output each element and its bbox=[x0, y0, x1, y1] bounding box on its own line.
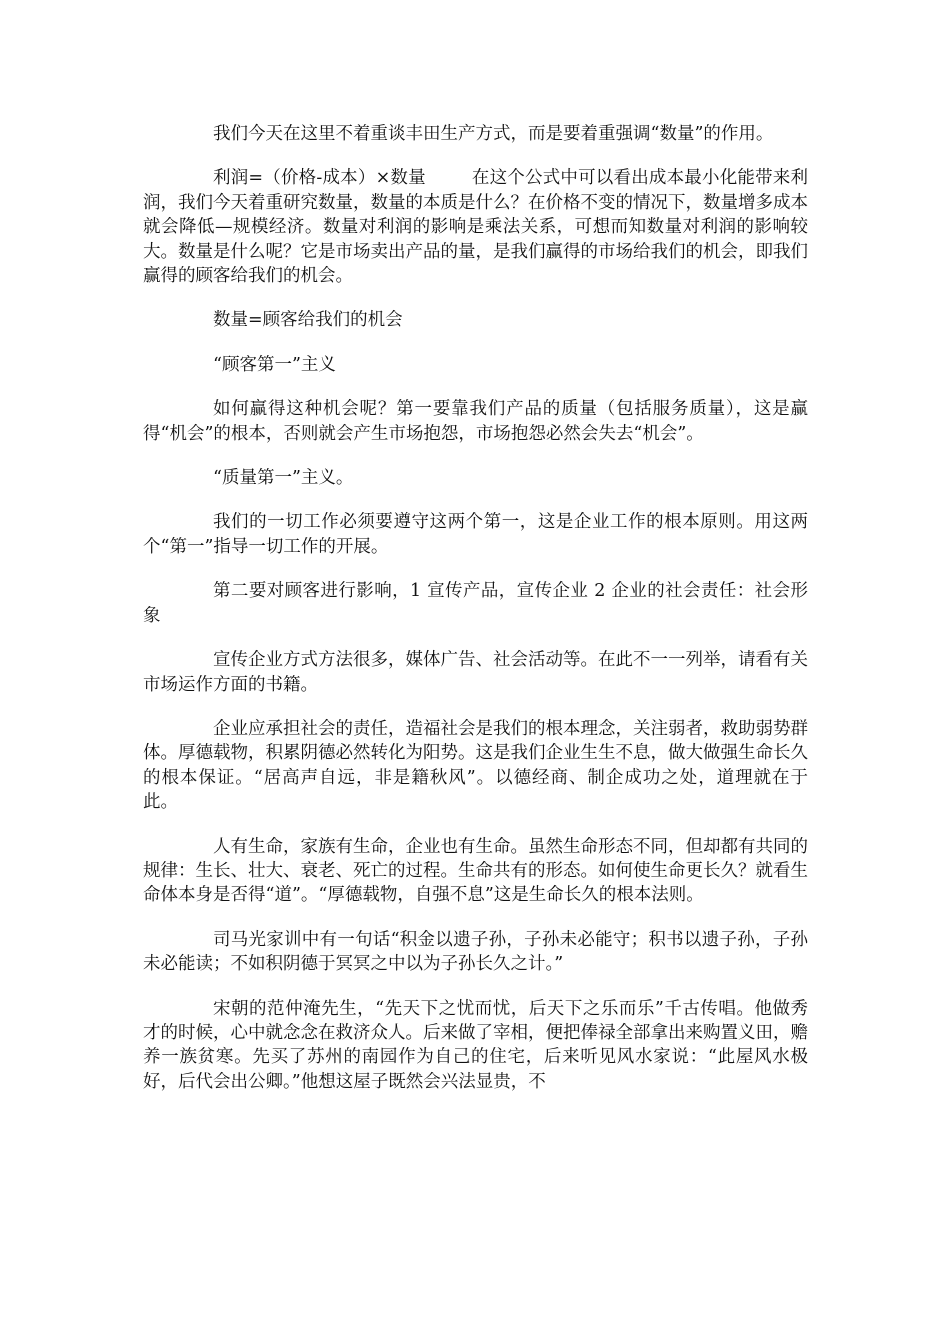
paragraph-5: 如何赢得这种机会呢？第一要靠我们产品的质量（包括服务质量），这是赢得“机会”的根本，否则就会产生市场抱怨，市场抱怨必然会失去“机会”。 bbox=[143, 399, 808, 444]
paragraph-13: 宋朝的范仲淹先生，“先天下之忧而忧，后天下之乐而乐”千古传唱。他做秀才的时候，心中就念念在救济众人。后来做了宰相，便把俸禄全部拿出来购置义田，赡养一族贫寒。先买了苏州的南园作为自己的住宅，后来听见风水家说：“此屋风水极好，后代会出公卿。”他想这屋子既然会兴法显贵，不 bbox=[143, 998, 808, 1092]
paragraph-10: 企业应承担社会的责任，造福社会是我们的根本理念，关注弱者，救助弱势群体。厚德载物，积累阴德必然转化为阳势。这是我们企业生生不息，做大做强生命长久的根本保证。“居高声自远，非是籍秋风”。以德经商、制企成功之处，道理就在于此。 bbox=[143, 718, 808, 813]
paragraph-1: 我们今天在这里不着重谈丰田生产方式，而是要着重强调“数量”的作用。 bbox=[213, 124, 774, 144]
document-body bbox=[143, 122, 808, 1094]
paragraph-9: 宣传企业方式方法很多，媒体广告、社会活动等。在此不一一列举，请看有关市场运作方面的书籍。 bbox=[143, 650, 808, 695]
paragraph-3: 数量=顾客给我们的机会 bbox=[213, 310, 403, 331]
paragraph-7: 我们的一切工作必须要遵守这两个第一，这是企业工作的根本原则。用这两个“第一”指导一切工作的开展。 bbox=[143, 512, 808, 557]
paragraph-12: 司马光家训中有一句话“积金以遗子孙，子孙未必能守；积书以遗子孙，子孙未必能读；不如积阴德于冥冥之中以为子孙长久之计。” bbox=[143, 929, 808, 975]
paragraph-2: 利润=（价格-成本）×数量 在这个公式中可以看出成本最小化能带来利润，我们今天着重研究数量，数量的本质是什么？在价格不变的情况下，数量增多成本就会降低—规模经济。数量对利润的影响是乘法关系，可想而知数量对利润的影响较大。数量是什么呢？它是市场卖出产品的量，是我们赢得的市场给我们的机会，即我们赢得的顾客给我们的机会。 bbox=[143, 168, 808, 287]
paragraph-11: 人有生命，家族有生命，企业也有生命。虽然生命形态不同，但却都有共同的规律：生长、壮大、衰老、死亡的过程。生命共有的形态。如何使生命更长久？就看生命体本身是否得“道”。“厚德载物，自强不息”这是生命长久的根本法则。 bbox=[143, 836, 808, 906]
paragraph-6: “质量第一”主义。 bbox=[213, 468, 354, 489]
paragraph-8: 第二要对顾客进行影响，1 宣传产品，宣传企业 2 企业的社会责任：社会形象 bbox=[143, 581, 808, 626]
paragraph-4: “顾客第一”主义 bbox=[213, 354, 336, 375]
